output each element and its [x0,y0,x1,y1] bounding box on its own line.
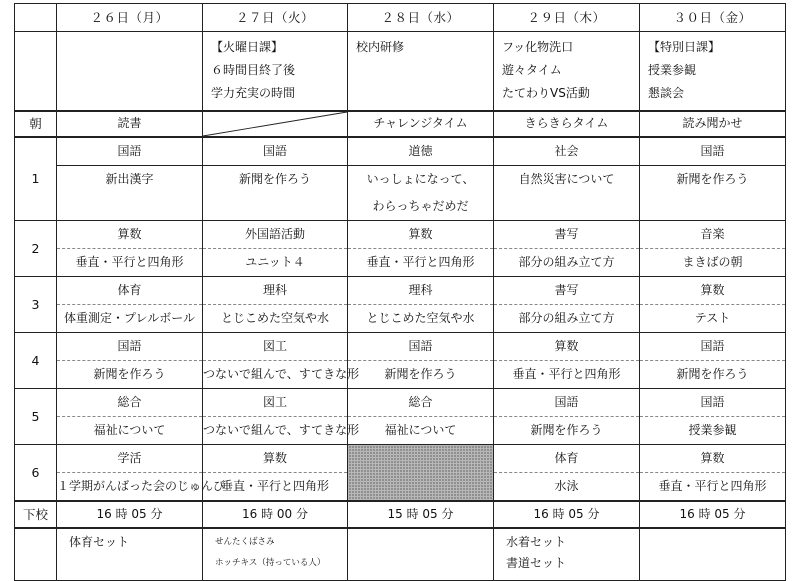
day-note: 遊々タイム [502,63,562,77]
dismissal-row [15,501,786,528]
belonging-item: ホッチキス（持っている人） [215,558,326,568]
morning-activity: 読書 [57,111,203,137]
subject-cell: 国語 [203,137,348,166]
topic-cell: 新聞を作ろう [494,417,640,445]
topic-cell: 授業参観 [640,417,786,445]
subject-cell: 国語 [640,389,786,417]
belongings-cell [348,528,494,581]
topic-cell-extra [494,193,640,221]
belongings-row [15,528,786,581]
topic-cell: 新聞を作ろう [348,361,494,389]
subject-cell: 国語 [640,137,786,166]
topic-cell: 体重測定・プレルボール [57,305,203,333]
subject-cell: 書写 [494,221,640,249]
subject-cell: 国語 [494,389,640,417]
topic-cell: 垂直・平行と四角形 [57,249,203,277]
subject-cell: 国語 [640,333,786,361]
topic-cell: まきばの朝 [640,249,786,277]
subject-cell: 理科 [203,277,348,305]
day-header: ２８日（水） [348,4,494,32]
day-note: ６時間目終了後 [211,63,296,77]
dismissal-time: 16 時 05 分 [57,501,203,528]
notes-label-cell [15,32,57,112]
subject-cell: 図工 [203,333,348,361]
day-note: フッ化物洗口 [502,40,574,54]
day-note: たてわりVS活動 [502,86,590,100]
dismissal-time: 16 時 05 分 [640,501,786,528]
subject-cell: 国語 [348,333,494,361]
belongings-cell [494,528,640,581]
period-label: 3 [15,277,57,333]
topic-cell: １学期がんばった会のじゅんび [57,473,203,502]
day-note-cell [57,32,203,112]
period-label: 1 [15,137,57,221]
subject-cell: 書写 [494,277,640,305]
topic-cell-extra [640,193,786,221]
period-topic-row [15,166,786,194]
subject-cell: 国語 [57,137,203,166]
belonging-item: 書道セット [506,556,567,570]
belongings-cell [640,528,786,581]
subject-cell: 外国語活動 [203,221,348,249]
subject-cell: 算数 [640,445,786,473]
topic-cell: とじこめた空気や水 [348,305,494,333]
belongings-cell [203,528,348,581]
belonging-item: せんたくばさみ [215,537,275,547]
subject-cell: 道徳 [348,137,494,166]
topic-cell: つないで組んで、すてきな形 [203,361,348,389]
period-topic-row [15,361,786,389]
belongings-cell [57,528,203,581]
topic-cell: 新聞を作ろう [640,361,786,389]
belongings-label-cell [15,528,57,581]
subject-cell: 音楽 [640,221,786,249]
topic-cell: いっしょになって、 [348,166,494,194]
period-label: 2 [15,221,57,277]
day-note: 校内研修 [356,40,405,54]
topic-cell: 福祉について [348,417,494,445]
subject-cell: 算数 [348,221,494,249]
subject-cell: 算数 [494,333,640,361]
row-label: 朝 [15,111,57,137]
subject-cell: 体育 [57,277,203,305]
period-row [15,445,786,473]
topic-cell: 新聞を作ろう [57,361,203,389]
period-row [15,389,786,417]
topic-cell-extra [203,193,348,221]
period-topic-row [15,305,786,333]
topic-cell: 新出漢字 [57,166,203,194]
period-row [15,137,786,166]
period-row [15,221,786,249]
subject-cell: 総合 [348,389,494,417]
day-note: 授業参観 [648,63,697,77]
morning-activity: 読み聞かせ [640,111,786,137]
topic-cell: 部分の組み立て方 [494,249,640,277]
topic-cell-extra: わらっちゃだめだ [348,193,494,221]
period-label: 5 [15,389,57,445]
morning-activity-empty [203,111,348,137]
subject-cell: 算数 [640,277,786,305]
period-topic-row [15,249,786,277]
morning-activity: きらきらタイム [494,111,640,137]
day-note-cell [348,32,494,112]
subject-cell: 国語 [57,333,203,361]
topic-cell: 新聞を作ろう [640,166,786,194]
topic-cell: 水泳 [494,473,640,502]
day-header: ２７日（火） [203,4,348,32]
belonging-item: 体育セット [69,535,130,549]
topic-cell: 自然災害について [494,166,640,194]
period-topic-row [15,417,786,445]
topic-cell: 垂直・平行と四角形 [640,473,786,502]
morning-row [15,111,786,137]
day-note: 【特別日課】 [648,40,721,54]
dismissal-time: 16 時 05 分 [494,501,640,528]
diagonal-slash [203,112,347,136]
topic-cell-extra [57,193,203,221]
no-class-shaded-cell [348,445,494,502]
day-note: 【火曜日課】 [211,40,284,54]
corner-cell [15,4,57,32]
belonging-item: 水着セット [506,535,567,549]
period-row [15,333,786,361]
topic-cell: テスト [640,305,786,333]
period-row [15,277,786,305]
day-note-cell [640,32,786,112]
period-topic-row-extra [15,193,786,221]
row-label: 下校 [15,501,57,528]
header-row [15,4,786,32]
subject-cell: 算数 [57,221,203,249]
subject-cell: 図工 [203,389,348,417]
subject-cell: 学活 [57,445,203,473]
period-label: 4 [15,333,57,389]
weekly-schedule-table [14,3,786,581]
topic-cell: 新聞を作ろう [203,166,348,194]
day-note: 学力充実の時間 [211,86,296,100]
morning-activity: チャレンジタイム [348,111,494,137]
topic-cell: 垂直・平行と四角形 [348,249,494,277]
topic-cell: 部分の組み立て方 [494,305,640,333]
topic-cell: とじこめた空気や水 [203,305,348,333]
subject-cell: 総合 [57,389,203,417]
subject-cell: 算数 [203,445,348,473]
subject-cell: 体育 [494,445,640,473]
topic-cell: 垂直・平行と四角形 [494,361,640,389]
day-header: ３０日（金） [640,4,786,32]
subject-cell: 社会 [494,137,640,166]
day-note: 懇談会 [648,86,685,100]
dismissal-time: 15 時 05 分 [348,501,494,528]
dismissal-time: 16 時 00 分 [203,501,348,528]
topic-cell: 福祉について [57,417,203,445]
day-header: ２９日（木） [494,4,640,32]
subject-cell: 理科 [348,277,494,305]
topic-cell: つないで組んで、すてきな形 [203,417,348,445]
day-note-cell [203,32,348,112]
topic-cell: ユニット４ [203,249,348,277]
topic-cell: 垂直・平行と四角形 [203,473,348,502]
day-header: ２６日（月） [57,4,203,32]
period-label: 6 [15,445,57,502]
day-note-cell [494,32,640,112]
notes-row [15,32,786,112]
